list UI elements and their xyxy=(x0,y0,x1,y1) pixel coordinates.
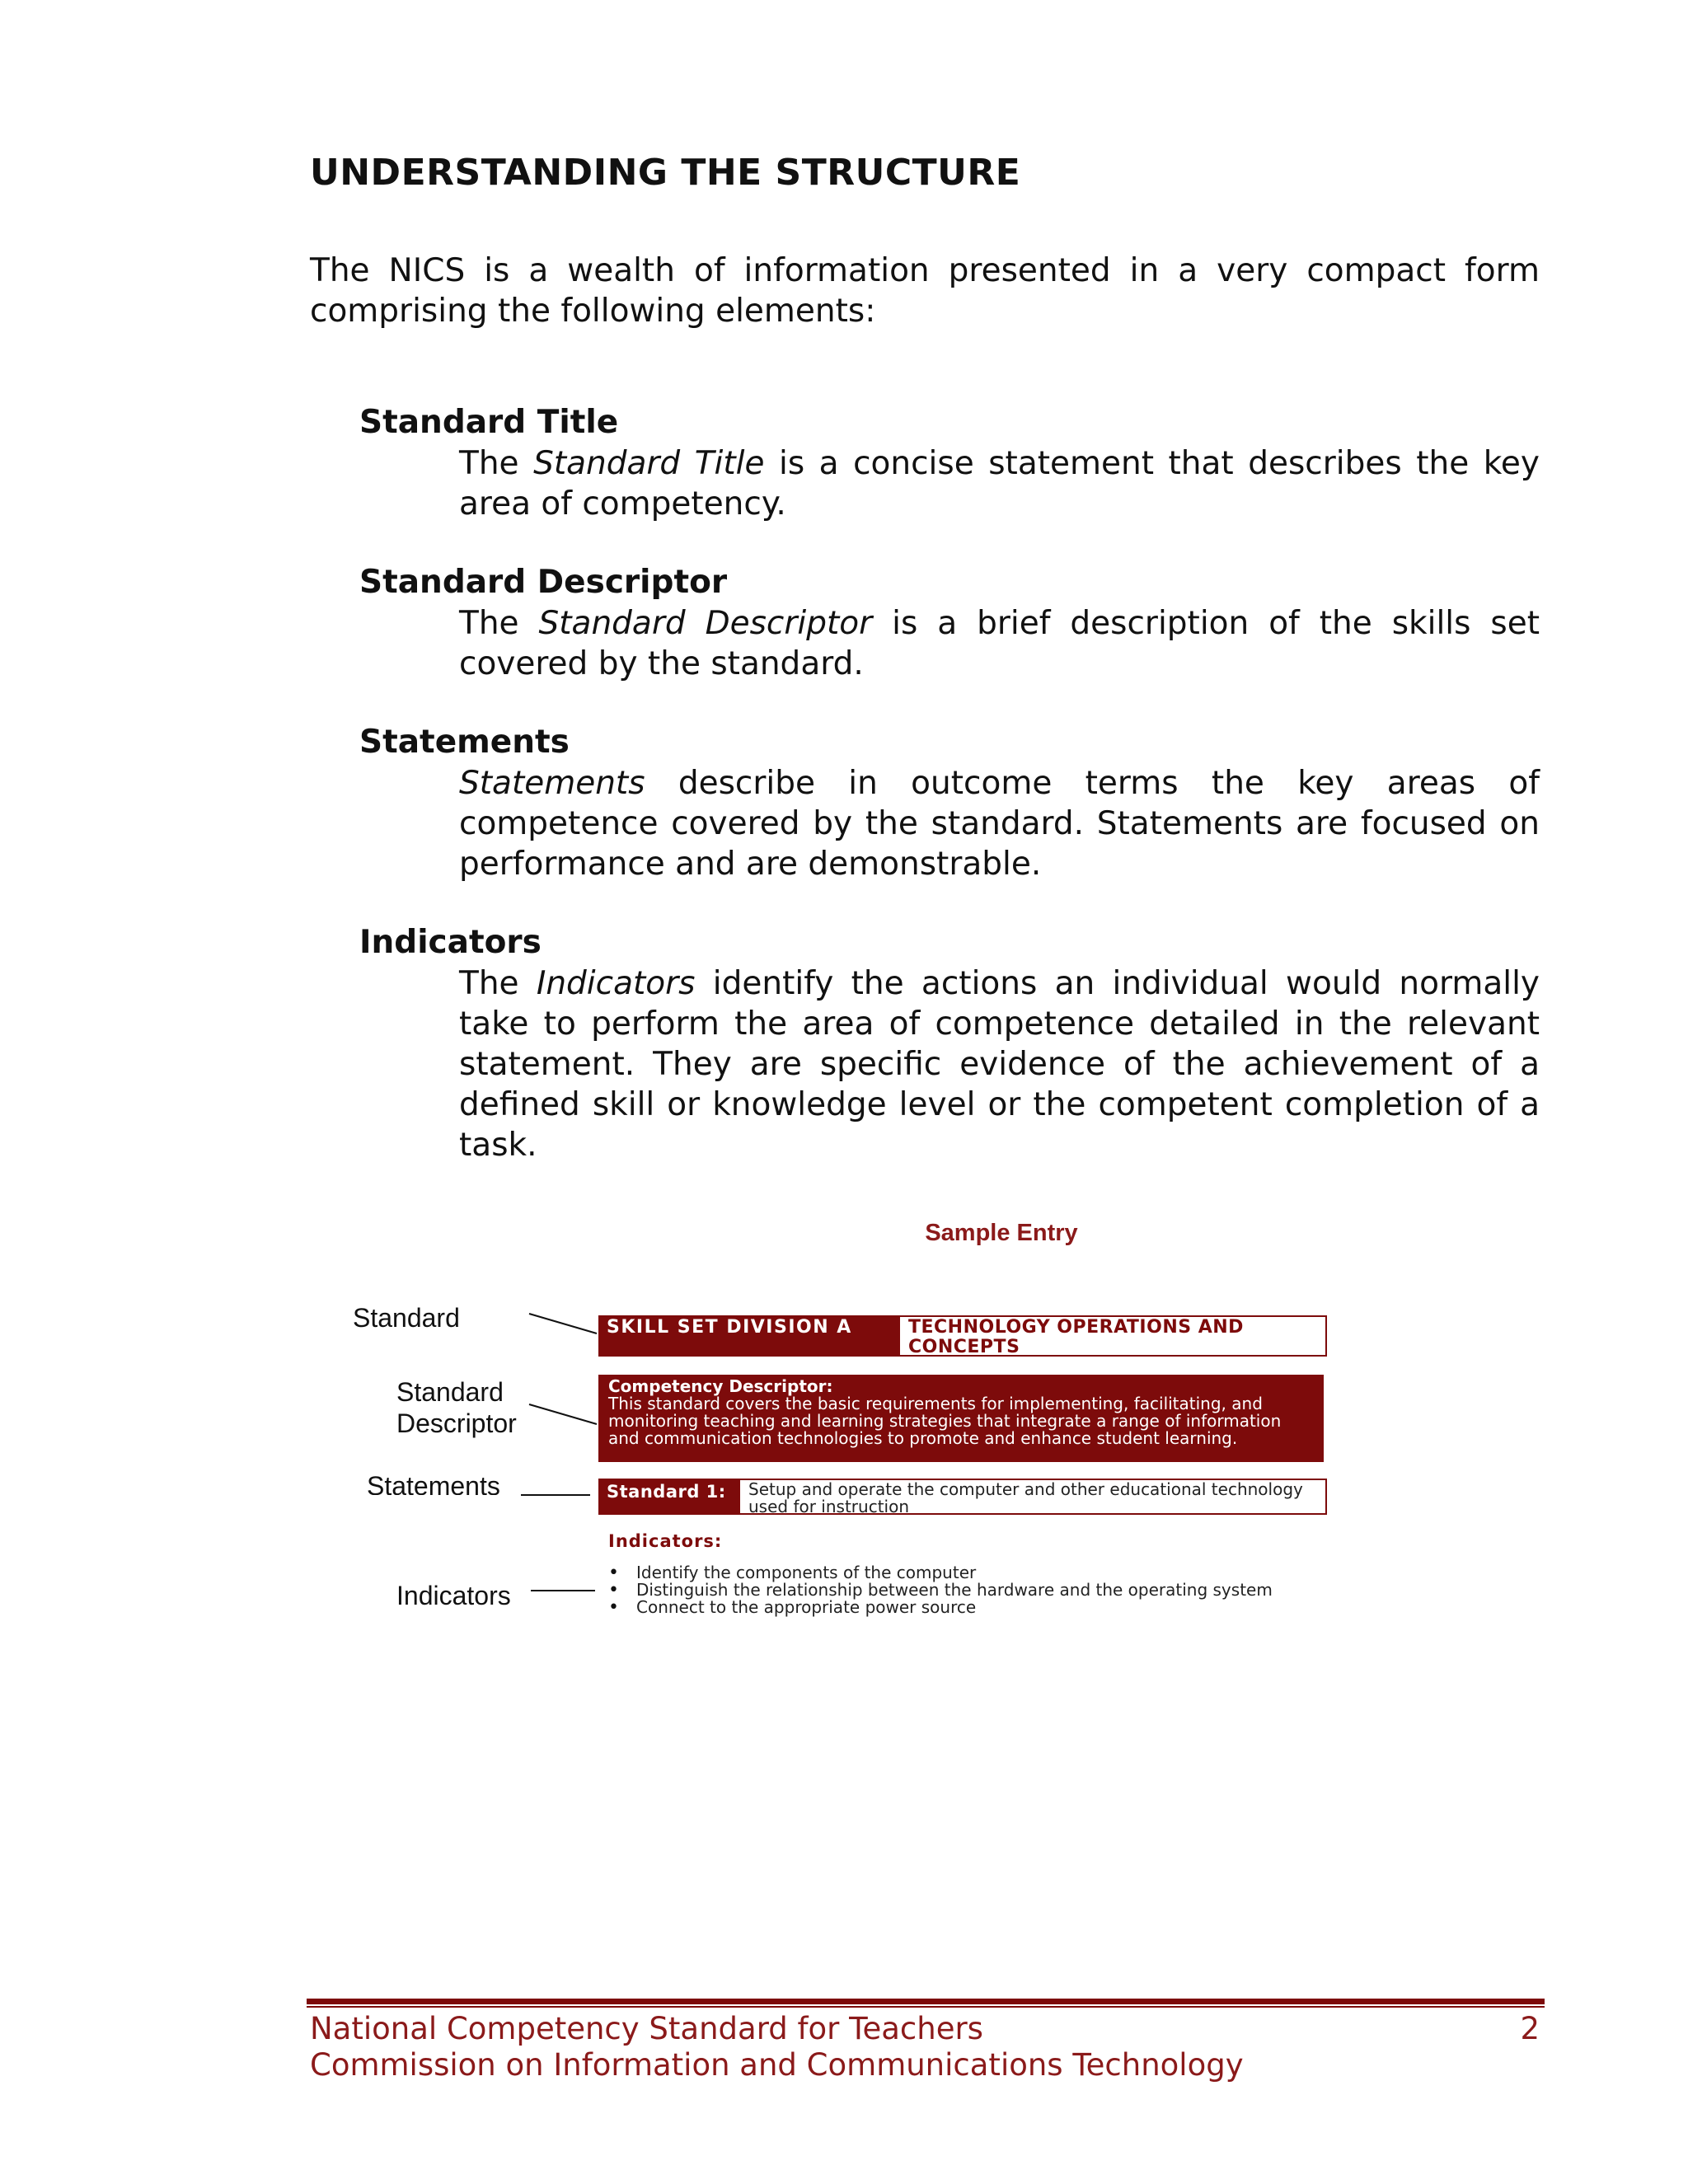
standard-number-label: Standard 1: xyxy=(598,1479,738,1515)
section-body-indicators: The Indicators identify the actions an individual would normally take to perform the area of competence detailed in the relevant statement. They are specific evidence of the achievement of a defined skill or knowledge level or the competent completion of a task. xyxy=(459,965,1540,1164)
callout-standard: Standard xyxy=(353,1303,460,1333)
list-item: • Distinguish the relationship between the hardware and the operating system xyxy=(608,1582,1273,1599)
section-body-standard-title: The Standard Title is a concise statement that describes the key area of competency. xyxy=(459,445,1540,523)
section-title-statements: Statements xyxy=(359,724,570,761)
page-number: 2 xyxy=(1520,2011,1540,2046)
leader-line-descriptor xyxy=(529,1404,597,1424)
section-title-indicators: Indicators xyxy=(359,924,542,961)
footer-document-title: National Competency Standard for Teachers xyxy=(310,2011,983,2046)
list-item: • Connect to the appropriate power source xyxy=(608,1599,1273,1616)
footer-organization: Commission on Information and Communications Technology xyxy=(310,2047,1244,2083)
footer-rule xyxy=(307,1999,1545,2008)
competency-descriptor-box xyxy=(598,1375,1324,1462)
callout-descriptor-line1: Standard xyxy=(396,1377,504,1407)
competency-descriptor-heading: Competency Descriptor: xyxy=(608,1376,833,1396)
footer-rule-thick xyxy=(307,1999,1545,2004)
indicators-heading: Indicators: xyxy=(608,1531,723,1551)
page-title: UNDERSTANDING THE STRUCTURE xyxy=(310,152,1021,194)
intro-paragraph: The NICS is a wealth of information presented in a very compact form comprising the following elements: xyxy=(310,252,1540,330)
competency-descriptor-text: This standard covers the basic requirements for implementing, facilitating, and monitoring teaching and learning strategies that integrate a range of information and communication technologies to promote and enhance student learning. xyxy=(608,1394,1282,1448)
skill-set-division-title: TECHNOLOGY OPERATIONS AND CONCEPTS xyxy=(898,1315,1327,1357)
section-body-standard-descriptor: The Standard Descriptor is a brief description of the skills set covered by the standard. xyxy=(459,605,1540,682)
section-title-standard-title: Standard Title xyxy=(359,404,619,441)
callout-indicators: Indicators xyxy=(396,1581,511,1610)
skill-set-division-label: SKILL SET DIVISION A xyxy=(598,1315,898,1357)
list-item: • Identify the components of the computer xyxy=(608,1564,1273,1582)
footer-rule-thin xyxy=(307,2006,1545,2008)
callout-statements: Statements xyxy=(367,1471,500,1495)
standard-statement-text: Setup and operate the computer and other educational technology used for instruction xyxy=(738,1479,1327,1515)
leader-line-standard xyxy=(529,1314,597,1333)
indicators-list xyxy=(608,1564,1273,1616)
callout-descriptor-line2: Descriptor xyxy=(396,1408,517,1438)
section-title-standard-descriptor: Standard Descriptor xyxy=(359,564,728,601)
sample-entry-title: Sample Entry xyxy=(925,1220,1078,1246)
section-body-statements: Statements describe in outcome terms the key areas of competence covered by the standard. Statements are focused on performance and are demonstrable. xyxy=(459,765,1540,883)
